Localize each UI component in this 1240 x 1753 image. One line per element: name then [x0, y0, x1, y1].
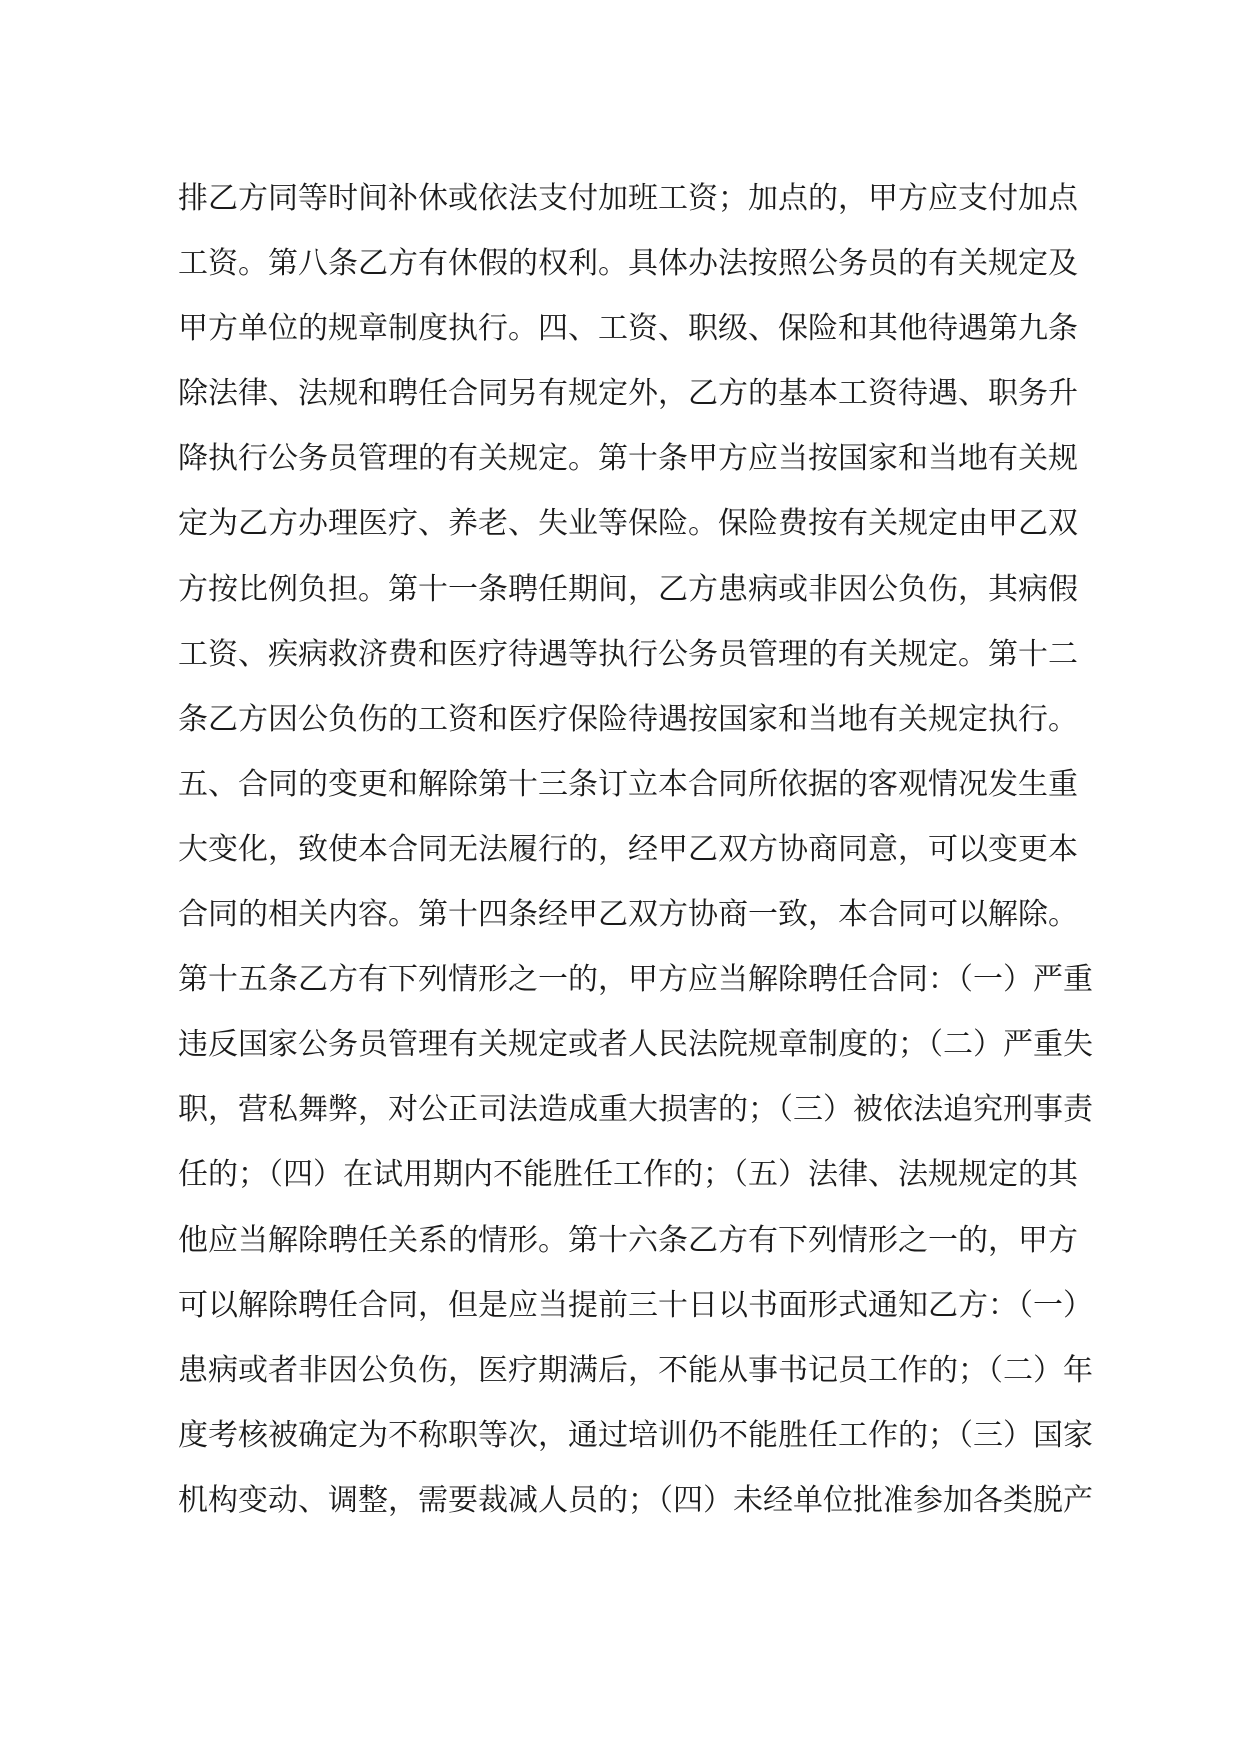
- text-line: 可以解除聘任合同，但是应当提前三十日以书面形式通知乙方：（一）: [178, 1287, 1093, 1323]
- contract-body-text: [178, 166, 1093, 1533]
- text-line: 合同的相关内容。第十四条经甲乙双方协商一致，本合同可以解除。: [178, 897, 1078, 933]
- text-line: 患病或者非因公负伤，医疗期满后，不能从事书记员工作的；（二）年: [178, 1352, 1093, 1388]
- text-line: 工资。第八条乙方有休假的权利。具体办法按照公务员的有关规定及: [178, 246, 1078, 282]
- text-line: 任的；（四）在试用期内不能胜任工作的；（五）法律、法规规定的其: [178, 1157, 1078, 1193]
- text-line: 排乙方同等时间补休或依法支付加班工资；加点的，甲方应支付加点: [178, 181, 1078, 216]
- text-line: 度考核被确定为不称职等次，通过培训仍不能胜任工作的；（三）国家: [178, 1417, 1093, 1453]
- text-line: 五、合同的变更和解除第十三条订立本合同所依据的客观情况发生重: [178, 766, 1078, 802]
- text-line: 大变化，致使本合同无法履行的，经甲乙双方协商同意，可以变更本: [178, 831, 1078, 867]
- text-line: 职，营私舞弊，对公正司法造成重大损害的；（三）被依法追究刑事责: [178, 1092, 1093, 1128]
- text-line: 降执行公务员管理的有关规定。第十条甲方应当按国家和当地有关规: [178, 441, 1078, 477]
- text-line: 除法律、法规和聘任合同另有规定外，乙方的基本工资待遇、职务升: [178, 376, 1078, 412]
- text-line: 定为乙方办理医疗、养老、失业等保险。保险费按有关规定由甲乙双: [178, 506, 1078, 542]
- text-line: 机构变动、调整，需要裁减人员的；（四）未经单位批准参加各类脱产: [178, 1482, 1093, 1518]
- text-line: 方按比例负担。第十一条聘任期间，乙方患病或非因公负伤，其病假: [178, 571, 1078, 607]
- text-line: 条乙方因公负伤的工资和医疗保险待遇按国家和当地有关规定执行。: [178, 701, 1078, 737]
- text-line: 违反国家公务员管理有关规定或者人民法院规章制度的；（二）严重失: [178, 1027, 1093, 1063]
- text-line: 甲方单位的规章制度执行。四、工资、职级、保险和其他待遇第九条: [178, 311, 1078, 347]
- text-line: 第十五条乙方有下列情形之一的，甲方应当解除聘任合同：（一）严重: [178, 962, 1093, 998]
- text-line: 工资、疾病救济费和医疗待遇等执行公务员管理的有关规定。第十二: [178, 636, 1078, 672]
- text-line: 他应当解除聘任关系的情形。第十六条乙方有下列情形之一的，甲方: [178, 1222, 1078, 1258]
